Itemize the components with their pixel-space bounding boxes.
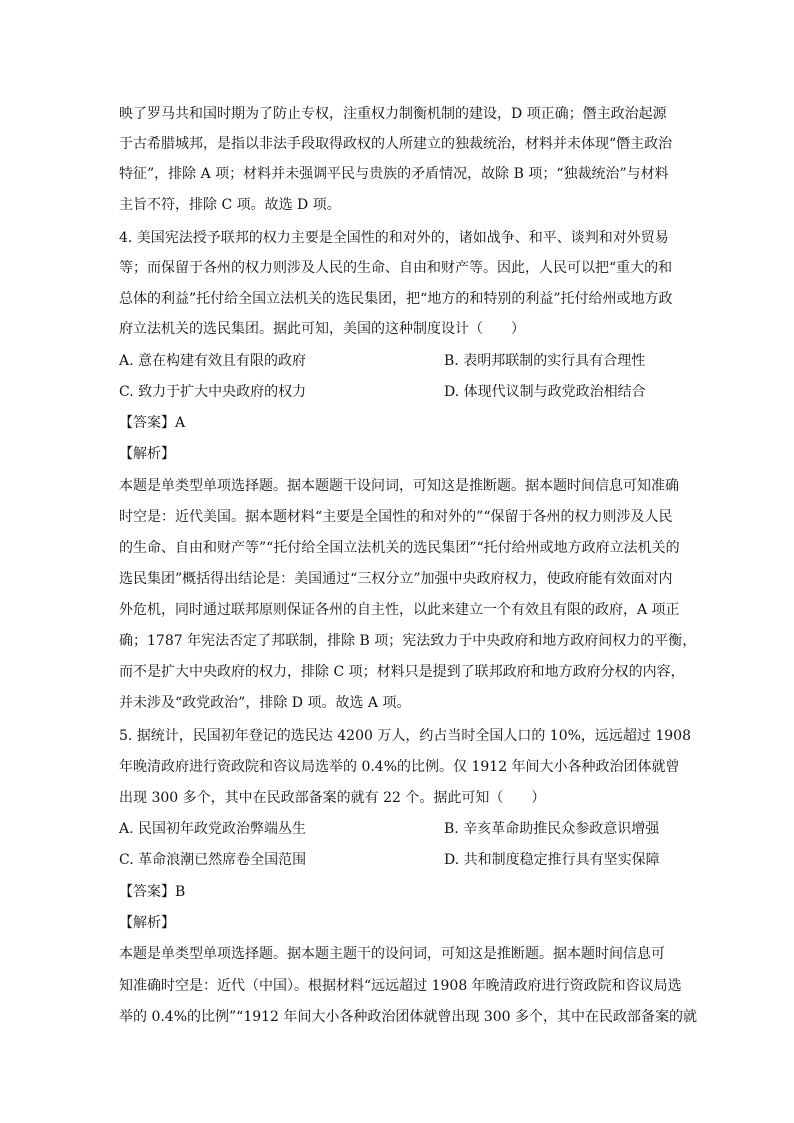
question-5-option-a: A. 民国初年政党政治弊端丛生 <box>119 821 307 837</box>
text-line: 主旨不符，排除 C 项。故选 D 项。 <box>119 197 341 213</box>
question-5-analysis-title: 【解析】 <box>119 915 175 931</box>
text-line: 特征”，排除 A 项；材料并未强调平民与贵族的矛盾情况，故除 B 项；“独裁统治”与材料 <box>119 166 669 182</box>
analysis-line: 本题是单类型单项选择题。据本题题干设问词，可知这是推断题。据本题时间信息可知准确 <box>119 478 679 494</box>
question-5-stem: 5. 据统计，民国初年登记的选民达 4200 万人，约占当时全国人口的 10%，远远超过 1908 <box>119 728 691 744</box>
analysis-line: 的生命、自由和财产等”“托付给全国立法机关的选民集团”“托付给州或地方政府立法机关的 <box>119 540 680 556</box>
question-4-analysis-title: 【解析】 <box>119 446 175 462</box>
question-5-answer: 【答案】B <box>119 884 186 900</box>
text-line: 于古希腊城邦，是指以非法手段取得政权的人所建立的独裁统治，材料并未体现“僭主政治 <box>119 136 673 152</box>
question-5-stem: 出现 300 多个，其中在民政部备案的就有 22 个。据此可知（ ） <box>119 790 546 806</box>
question-4-option-a: A. 意在构建有效且有限的政府 <box>119 353 307 369</box>
analysis-line: 举的 0.4%的比例”“1912 年间大小各种政治团体就曾出现 300 多个，其中在民政部备案的就 <box>119 1009 698 1025</box>
analysis-line: 外危机，同时通过联邦原则保证各州的自主性，以此来建立一个有效且有限的政府，A 项正 <box>119 602 680 618</box>
question-5-stem: 年晚清政府进行资政院和咨议局选举的 0.4%的比例。仅 1912 年间大小各种政治团体就曾 <box>119 759 680 775</box>
question-4-option-b: B. 表明邦联制的实行具有合理性 <box>444 353 646 369</box>
question-5-option-d: D. 共和制度稳定推行具有坚实保障 <box>444 852 660 868</box>
analysis-line: 时空是：近代美国。据本题材料“主要是全国性的和对外的”“保留于各州的权力则涉及人民 <box>119 509 673 525</box>
analysis-line: 知准确时空是：近代（中国）。根据材料“远远超过 1908 年晚清政府进行资政院和咨议局选 <box>119 978 682 994</box>
question-4-option-d: D. 体现代议制与政党政治相结合 <box>444 384 646 400</box>
question-5-option-b: B. 辛亥革命助推民众参政意识增强 <box>444 821 660 837</box>
question-4-answer: 【答案】A <box>119 415 186 431</box>
analysis-line: 确；1787 年宪法否定了邦联制，排除 B 项；宪法致力于中央政府和地方政府间权力的平衡， <box>119 633 697 649</box>
analysis-line: 选民集团”概括得出结论是：美国通过“三权分立”加强中央政府权力，使政府能有效面对内 <box>119 571 673 587</box>
question-4-stem: 等；而保留于各州的权力则涉及人民的生命、自由和财产等。因此，人民可以把“重大的和 <box>119 260 673 276</box>
question-5-option-c: C. 革命浪潮已然席卷全国范围 <box>119 852 307 868</box>
text-line: 映了罗马共和国时期为了防止专权，注重权力制衡机制的建设，D 项正确；僭主政治起源 <box>119 106 667 122</box>
question-4-option-c: C. 致力于扩大中央政府的权力 <box>119 384 307 400</box>
analysis-line: 而不是扩大中央政府的权力，排除 C 项；材料只是提到了联邦政府和地方政府分权的内容， <box>119 664 685 680</box>
question-4-stem: 4. 美国宪法授予联邦的权力主要是全国性的和对外的，诸如战争、和平、谈判和对外贸易 <box>119 230 669 246</box>
analysis-line: 本题是单类型单项选择题。据本题主题干的设问词，可知这是推断题。据本题时间信息可 <box>119 946 665 962</box>
analysis-line: 并未涉及“政党政治”，排除 D 项。故选 A 项。 <box>119 695 411 711</box>
question-4-stem: 府立法机关的选民集团。据此可知，美国的这种制度设计（ ） <box>119 321 525 337</box>
question-4-stem: 总体的利益”托付给全国立法机关的选民集团，把“地方的和特别的利益”托付给州或地方政 <box>119 291 673 307</box>
